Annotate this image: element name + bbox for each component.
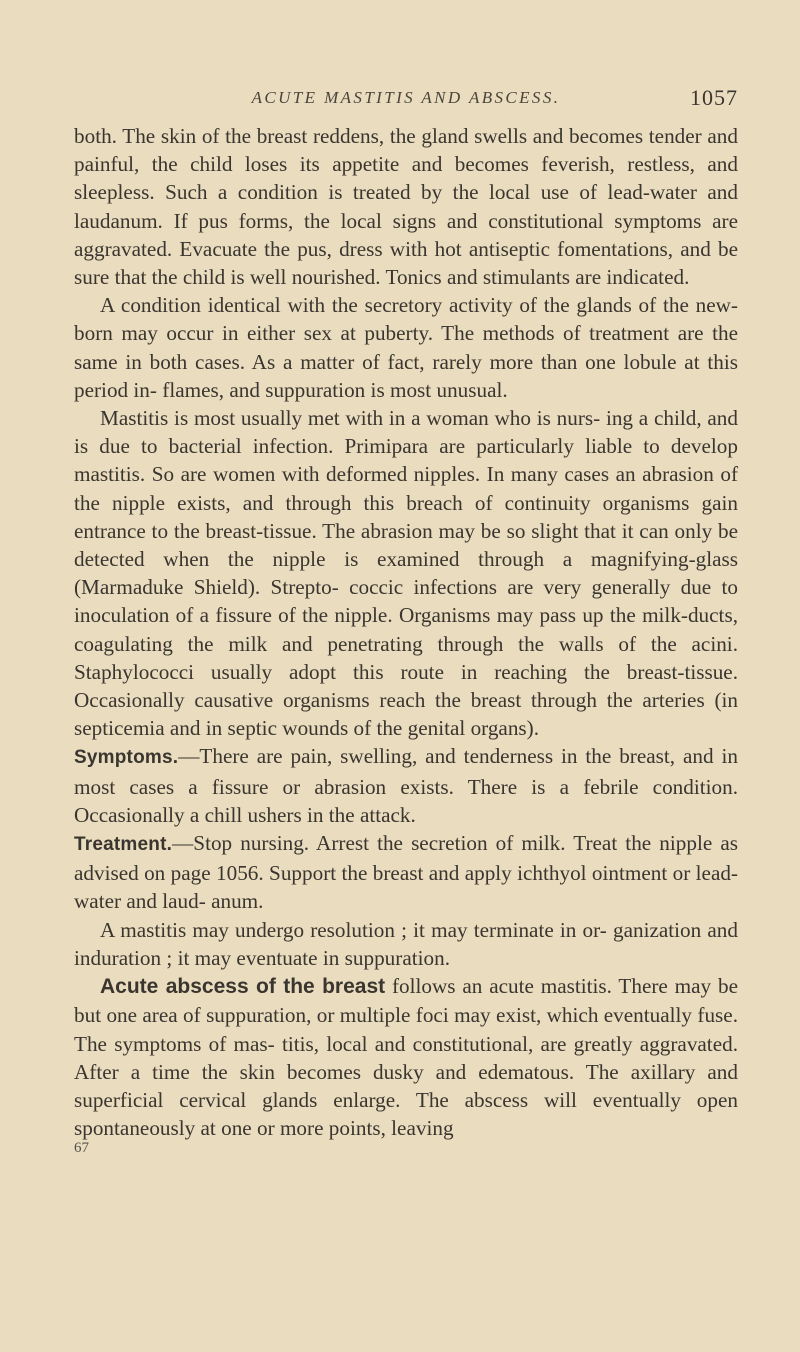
page-number: 1057	[690, 85, 738, 110]
running-head	[74, 85, 738, 116]
signature-mark: 67	[74, 1140, 89, 1157]
paragraph-puberty: A condition identical with the secretory activity of the glands of the new-born may occur in either sex at puberty. The methods of treatment are the same in both cases. As a matter of fact, rarely more than one lobule at this period in- flames, and suppuration is most unusual.	[74, 293, 738, 402]
paragraph-outcomes: A mastitis may undergo resolution ; it may terminate in or- ganization and induration ; it may eventuate in suppuration.	[74, 917, 738, 970]
treatment-text: —Stop nursing. Arrest the secretion of milk. Treat the nipple as advised on page 1056. Support the breast and apply ichthyol ointment or lead-water and laud- anum.	[74, 831, 738, 914]
paragraph-treatment	[74, 829, 738, 916]
paragraph-mastitis: Mastitis is most usually met with in a woman who is nurs- ing a child, and is due to bacterial infection. Primipara are particularly liable to develop mastitis. So are women with deformed nipples. In many cases an abrasion of the nipple exists, and through this breach of continuity organisms gain entrance to the breast-tissue. The abrasion may be so slight that it can only be detected when the nipple is examined through a magnifying-glass (Marmaduke Shield). Strepto- coccic infections are very generally due to inoculation of a fissure of the nipple. Organisms may pass up the milk-ducts, coagulating the milk and penetrating through the walls of the acini. Staphylococci usually adopt this route in reaching the breast-tissue. Occasionally causative organisms reach the breast through the arteries (in septicemia and in septic wounds of the genital organs).	[74, 406, 738, 741]
paragraph-abscess	[74, 972, 738, 1142]
treatment-heading: Treatment.	[74, 834, 173, 856]
body-text	[74, 122, 738, 1142]
paragraph-continuation: both. The skin of the breast reddens, the gland swells and becomes tender and painful, the child loses its appetite and becomes feverish, restless, and sleepless. Such a condition is treated by the local use of lead-water and laudanum. If pus forms, the local signs and constitutional symptoms are aggravated. Evacuate the pus, dress with hot antiseptic fomentations, and be sure that the child is well nourished. Tonics and stimulants are indicated.	[74, 124, 738, 290]
running-title: ACUTE MASTITIS AND ABSCESS.	[251, 88, 561, 107]
symptoms-heading: Symptoms.	[74, 747, 179, 769]
abscess-text: follows an acute mastitis. There may be but one area of suppuration, or multiple foci may exist, which eventually fuse. The symptoms of mas- titis, local and constitutional, are greatly aggravated. After a time the skin becomes dusky and edematous. The axillary and superficial cervical glands enlarge. The abscess will eventually open spontaneously at one or more points, leaving	[74, 974, 738, 1141]
abscess-heading: Acute abscess of the breast	[100, 975, 386, 999]
paragraph-symptoms	[74, 742, 738, 829]
symptoms-text: —There are pain, swelling, and tenderness in the breast, and in most cases a fissure or abrasion exists. There is a febrile condition. Occasionally a chill ushers in the attack.	[74, 744, 738, 827]
